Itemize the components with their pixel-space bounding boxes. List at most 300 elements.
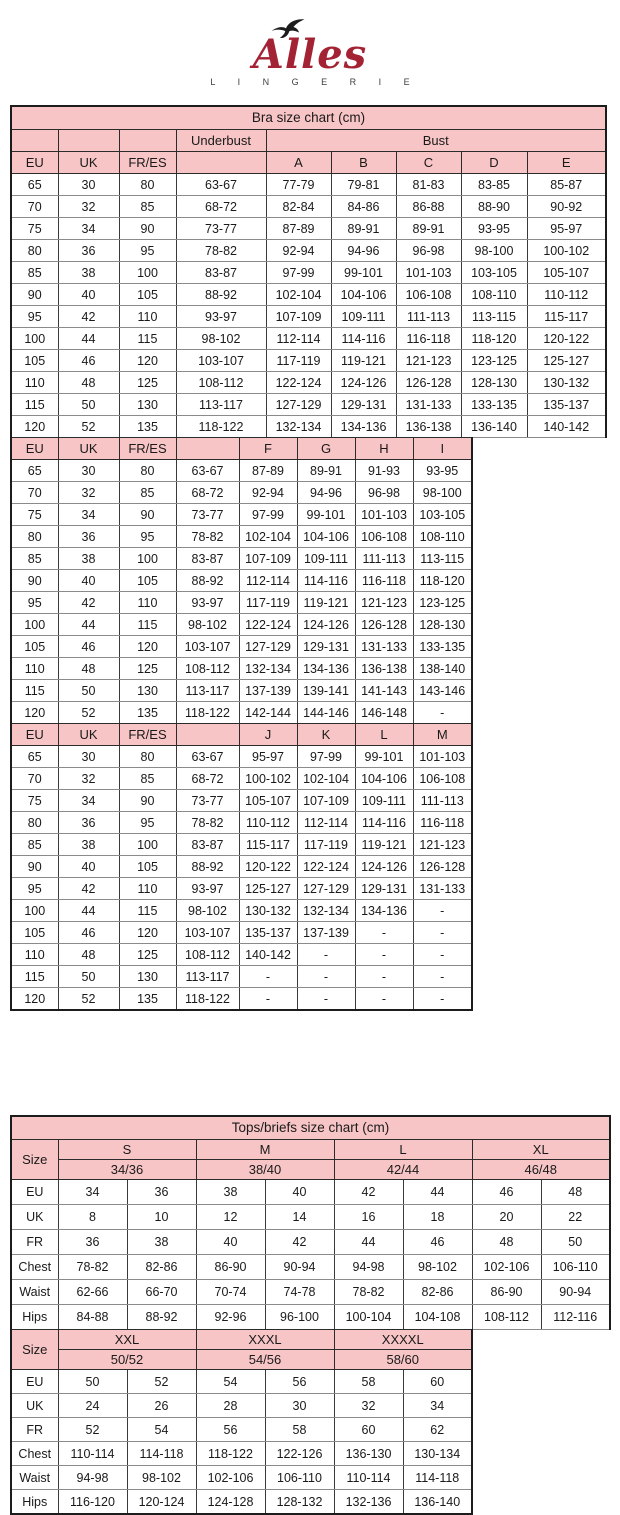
table-row — [11, 680, 472, 702]
cell: 114-118 — [127, 1442, 196, 1466]
cell: 136-140 — [461, 416, 527, 438]
cell: 120-122 — [527, 328, 606, 350]
table-row — [11, 1305, 610, 1330]
size-range-m: 38/40 — [196, 1160, 334, 1180]
table-row — [11, 966, 472, 988]
table-row — [11, 790, 472, 812]
cell: 132-134 — [239, 658, 297, 680]
cell: 85 — [119, 482, 176, 504]
cell: 104-106 — [355, 768, 413, 790]
tops-table-xxl-xxxxl — [10, 1329, 473, 1515]
cell: 104-108 — [403, 1305, 472, 1330]
cell: 90 — [119, 218, 176, 240]
cell: 136-138 — [396, 416, 461, 438]
cell: 102-106 — [472, 1255, 541, 1280]
table-row — [11, 812, 472, 834]
cell: 65 — [11, 746, 58, 768]
cell: 122-124 — [239, 614, 297, 636]
column-header-cell: I — [413, 438, 472, 460]
cell: 52 — [58, 702, 119, 724]
cell: 89-91 — [297, 460, 355, 482]
cell: 120 — [11, 416, 58, 438]
table-row — [11, 1205, 610, 1230]
table-row — [11, 1230, 610, 1255]
table-row — [11, 196, 606, 218]
cell: 80 — [11, 240, 58, 262]
table-row — [11, 856, 472, 878]
cell: 131-133 — [355, 636, 413, 658]
cell: 85 — [11, 262, 58, 284]
cell: 128-130 — [413, 614, 472, 636]
column-header-cell: E — [527, 152, 606, 174]
bust-header: Bust — [266, 130, 606, 152]
cell: 78-82 — [334, 1280, 403, 1305]
cell: 82-86 — [403, 1280, 472, 1305]
bra-table-title: Bra size chart (cm) — [11, 106, 606, 130]
cell: 52 — [127, 1370, 196, 1394]
cell: 62 — [403, 1418, 472, 1442]
cell: 87-89 — [239, 460, 297, 482]
cell: 136-138 — [355, 658, 413, 680]
cell: - — [297, 944, 355, 966]
column-header-cell: FR/ES — [119, 724, 176, 746]
cell: Hips — [11, 1305, 58, 1330]
column-header-cell: B — [331, 152, 396, 174]
table-row — [11, 1490, 472, 1515]
cell: 40 — [265, 1180, 334, 1205]
cell: 96-100 — [265, 1305, 334, 1330]
size-range-xl: 46/48 — [472, 1160, 610, 1180]
brand-subtitle: L I N G E R I E — [210, 77, 420, 87]
cell: 93-97 — [176, 306, 266, 328]
cell: 132-136 — [334, 1490, 403, 1515]
cell: 92-96 — [196, 1305, 265, 1330]
column-header-cell: D — [461, 152, 527, 174]
table-row — [11, 284, 606, 306]
cell: 94-98 — [334, 1255, 403, 1280]
table-row — [11, 746, 472, 768]
table-row — [11, 372, 606, 394]
cell: 133-135 — [413, 636, 472, 658]
cell: 75 — [11, 790, 58, 812]
cell: 117-119 — [266, 350, 331, 372]
table-row — [11, 900, 472, 922]
cell: 113-115 — [413, 548, 472, 570]
cell: 83-87 — [176, 548, 239, 570]
cell: 129-131 — [355, 878, 413, 900]
cell: 124-126 — [331, 372, 396, 394]
cell: 101-103 — [413, 746, 472, 768]
cell: 46 — [472, 1180, 541, 1205]
table-row — [11, 1418, 472, 1442]
table-row — [11, 702, 472, 724]
swallow-bird-icon — [0, 18, 620, 40]
empty-cell — [58, 130, 119, 152]
cell: 134-136 — [297, 658, 355, 680]
cell: 65 — [11, 460, 58, 482]
tops-size-group-row — [11, 1330, 472, 1350]
cell: 131-133 — [396, 394, 461, 416]
table-row — [11, 1255, 610, 1280]
tops-size-group-row — [11, 1140, 610, 1160]
table-row — [11, 636, 472, 658]
cell: 8 — [58, 1205, 127, 1230]
cell: 108-110 — [461, 284, 527, 306]
cell: 87-89 — [266, 218, 331, 240]
table-row — [11, 944, 472, 966]
cell: 40 — [196, 1230, 265, 1255]
cell: 110 — [11, 372, 58, 394]
cell: 86-90 — [472, 1280, 541, 1305]
cell: 82-86 — [127, 1255, 196, 1280]
cell: 14 — [265, 1205, 334, 1230]
empty-cell — [119, 130, 176, 152]
size-group-xxl: XXL — [58, 1330, 196, 1350]
cell: 12 — [196, 1205, 265, 1230]
table-row — [11, 878, 472, 900]
table-row — [11, 1370, 472, 1394]
cell: 99-101 — [297, 504, 355, 526]
cell: 100-102 — [239, 768, 297, 790]
cell: 90-94 — [265, 1255, 334, 1280]
cell: 24 — [58, 1394, 127, 1418]
cell: 86-90 — [196, 1255, 265, 1280]
cell: 143-146 — [413, 680, 472, 702]
cell: 106-108 — [355, 526, 413, 548]
cell: 78-82 — [176, 812, 239, 834]
cell: 104-106 — [297, 526, 355, 548]
cell: 48 — [472, 1230, 541, 1255]
cell: 80 — [119, 746, 176, 768]
cell: 100-104 — [334, 1305, 403, 1330]
cell: 90 — [11, 856, 58, 878]
cell: 115 — [11, 680, 58, 702]
tops-size-range-row — [11, 1160, 610, 1180]
cell: 114-118 — [403, 1466, 472, 1490]
cell: 137-139 — [297, 922, 355, 944]
cell: 130 — [119, 680, 176, 702]
cell: 22 — [541, 1205, 610, 1230]
cell: 100 — [11, 328, 58, 350]
cell: 120 — [11, 988, 58, 1011]
cell: 113-115 — [461, 306, 527, 328]
table-row — [11, 504, 472, 526]
column-header-cell: EU — [11, 724, 58, 746]
cell: 128-130 — [461, 372, 527, 394]
brand-logo — [0, 18, 620, 87]
column-header-cell: UK — [58, 724, 119, 746]
cell: 89-91 — [331, 218, 396, 240]
cell: 88-92 — [176, 570, 239, 592]
cell: 136-140 — [403, 1490, 472, 1515]
cell: 103-107 — [176, 350, 266, 372]
cell: 46 — [58, 350, 119, 372]
size-range-xxxl: 54/56 — [196, 1350, 334, 1370]
cell: 52 — [58, 988, 119, 1011]
cell: 65 — [11, 174, 58, 196]
size-header: Size — [11, 1330, 58, 1370]
cell: 95-97 — [239, 746, 297, 768]
cell: 85 — [119, 196, 176, 218]
cell: 48 — [58, 944, 119, 966]
cell: 112-114 — [266, 328, 331, 350]
cell: 135 — [119, 988, 176, 1011]
cell: 93-97 — [176, 592, 239, 614]
cell: 115 — [119, 614, 176, 636]
cell: 95 — [11, 878, 58, 900]
cell: 91-93 — [355, 460, 413, 482]
cell: 96-98 — [396, 240, 461, 262]
cell: 98-102 — [176, 614, 239, 636]
cell: 137-139 — [239, 680, 297, 702]
cell: 122-126 — [265, 1442, 334, 1466]
table-row — [11, 526, 472, 548]
cell: - — [297, 966, 355, 988]
table-row — [11, 482, 472, 504]
cell: 132-134 — [266, 416, 331, 438]
cell: 98-100 — [413, 482, 472, 504]
cell: 36 — [58, 240, 119, 262]
cell: 130-134 — [403, 1442, 472, 1466]
column-header-cell: C — [396, 152, 461, 174]
column-header-cell: EU — [11, 438, 58, 460]
cell: 63-67 — [176, 460, 239, 482]
cell: 98-102 — [176, 900, 239, 922]
cell: - — [239, 966, 297, 988]
bra-table-section-abcde — [10, 105, 607, 438]
tops-table-title: Tops/briefs size chart (cm) — [11, 1116, 610, 1140]
cell: 30 — [265, 1394, 334, 1418]
cell: 102-104 — [297, 768, 355, 790]
size-group-xxxl: XXXL — [196, 1330, 334, 1350]
cell: 95 — [11, 306, 58, 328]
table-row — [11, 174, 606, 196]
cell: Hips — [11, 1490, 58, 1515]
cell: 108-112 — [176, 372, 266, 394]
cell: 38 — [196, 1180, 265, 1205]
cell: 142-144 — [239, 702, 297, 724]
cell: 116-118 — [355, 570, 413, 592]
cell: 79-81 — [331, 174, 396, 196]
table-row — [11, 592, 472, 614]
cell: 138-140 — [413, 658, 472, 680]
cell: 115-117 — [527, 306, 606, 328]
cell: 20 — [472, 1205, 541, 1230]
column-header-cell: M — [413, 724, 472, 746]
cell: 118-120 — [461, 328, 527, 350]
cell: 102-104 — [266, 284, 331, 306]
cell: 126-128 — [355, 614, 413, 636]
cell: 30 — [58, 460, 119, 482]
table-row — [11, 1180, 610, 1205]
cell: 114-116 — [355, 812, 413, 834]
cell: 107-109 — [266, 306, 331, 328]
cell: 124-126 — [355, 856, 413, 878]
cell: - — [413, 988, 472, 1011]
cell: 120-124 — [127, 1490, 196, 1515]
cell: 40 — [58, 284, 119, 306]
cell: 68-72 — [176, 196, 266, 218]
cell: 104-106 — [331, 284, 396, 306]
cell: 109-111 — [297, 548, 355, 570]
cell: 110-112 — [239, 812, 297, 834]
table-row — [11, 1394, 472, 1418]
cell: 60 — [334, 1418, 403, 1442]
column-header-cell: UK — [58, 152, 119, 174]
cell: 113-117 — [176, 966, 239, 988]
cell: 34 — [58, 1180, 127, 1205]
cell: Chest — [11, 1442, 58, 1466]
cell: 97-99 — [266, 262, 331, 284]
table-row — [11, 570, 472, 592]
cell: 122-124 — [266, 372, 331, 394]
cell: 121-123 — [355, 592, 413, 614]
tops-table-s-xl — [10, 1115, 611, 1330]
column-header-cell: FR/ES — [119, 152, 176, 174]
bra-table-section-fghi — [10, 437, 473, 724]
column-header-cell: A — [266, 152, 331, 174]
cell: 94-96 — [331, 240, 396, 262]
cell: 120 — [119, 636, 176, 658]
cell: 73-77 — [176, 504, 239, 526]
size-group-l: L — [334, 1140, 472, 1160]
cell: 108-112 — [176, 658, 239, 680]
cell: 116-120 — [58, 1490, 127, 1515]
cell: 100 — [11, 614, 58, 636]
cell: - — [239, 988, 297, 1011]
column-header-cell — [176, 152, 266, 174]
cell: 84-86 — [331, 196, 396, 218]
cell: 110-114 — [58, 1442, 127, 1466]
tops-briefs-size-chart — [0, 1115, 611, 1515]
size-group-xl: XL — [472, 1140, 610, 1160]
cell: 68-72 — [176, 482, 239, 504]
cell: 105-107 — [239, 790, 297, 812]
cell: 80 — [11, 526, 58, 548]
cell: 105 — [119, 284, 176, 306]
column-header-cell: UK — [58, 438, 119, 460]
cell: 80 — [11, 812, 58, 834]
cell: 98-102 — [176, 328, 266, 350]
cell: 95 — [11, 592, 58, 614]
cell: 26 — [127, 1394, 196, 1418]
bra-group-header-row — [11, 130, 606, 152]
cell: 58 — [334, 1370, 403, 1394]
cell: - — [413, 966, 472, 988]
cell: 38 — [58, 262, 119, 284]
cell: - — [297, 988, 355, 1011]
cell: 32 — [58, 482, 119, 504]
cell: 144-146 — [297, 702, 355, 724]
cell: 89-91 — [396, 218, 461, 240]
cell: 113-117 — [176, 394, 266, 416]
cell: 103-107 — [176, 636, 239, 658]
cell: 36 — [58, 526, 119, 548]
cell: 36 — [58, 1230, 127, 1255]
cell: 46 — [58, 922, 119, 944]
cell: 46 — [403, 1230, 472, 1255]
cell: 130-132 — [527, 372, 606, 394]
cell: 123-125 — [413, 592, 472, 614]
cell: 126-128 — [396, 372, 461, 394]
cell: 108-112 — [472, 1305, 541, 1330]
cell: 84-88 — [58, 1305, 127, 1330]
table-row — [11, 1466, 472, 1490]
cell: 63-67 — [176, 746, 239, 768]
cell: 103-107 — [176, 922, 239, 944]
cell: 107-109 — [297, 790, 355, 812]
cell: 73-77 — [176, 218, 266, 240]
cell: 99-101 — [355, 746, 413, 768]
cell: 40 — [58, 856, 119, 878]
cell: 90 — [119, 790, 176, 812]
table-row — [11, 350, 606, 372]
cell: 44 — [58, 900, 119, 922]
cell: Chest — [11, 1255, 58, 1280]
column-header-cell: J — [239, 724, 297, 746]
cell: 50 — [541, 1230, 610, 1255]
cell: EU — [11, 1180, 58, 1205]
cell: 115 — [119, 900, 176, 922]
cell: 107-109 — [239, 548, 297, 570]
cell: 135-137 — [239, 922, 297, 944]
cell: 70 — [11, 196, 58, 218]
cell: 75 — [11, 218, 58, 240]
cell: 106-110 — [265, 1466, 334, 1490]
cell: 123-125 — [461, 350, 527, 372]
table-row — [11, 460, 472, 482]
cell: 130 — [119, 966, 176, 988]
cell: 115 — [11, 394, 58, 416]
cell: 95 — [119, 812, 176, 834]
table-row — [11, 548, 472, 570]
cell: 44 — [403, 1180, 472, 1205]
cell: 117-119 — [239, 592, 297, 614]
cell: 63-67 — [176, 174, 266, 196]
cell: - — [355, 944, 413, 966]
cell: 34 — [58, 504, 119, 526]
cell: 115 — [119, 328, 176, 350]
table-row — [11, 240, 606, 262]
table-row — [11, 394, 606, 416]
cell: 85 — [11, 548, 58, 570]
cell: 110 — [119, 592, 176, 614]
table-row — [11, 614, 472, 636]
size-range-xxxxl: 58/60 — [334, 1350, 472, 1370]
column-header-cell: G — [297, 438, 355, 460]
cell: - — [413, 922, 472, 944]
cell: 132-134 — [297, 900, 355, 922]
cell: 130 — [119, 394, 176, 416]
cell: 94-96 — [297, 482, 355, 504]
bra-table-section-jklm — [10, 723, 473, 1011]
cell: 125 — [119, 372, 176, 394]
cell: 124-126 — [297, 614, 355, 636]
cell: 100 — [119, 834, 176, 856]
cell: 100 — [11, 900, 58, 922]
cell: 103-105 — [461, 262, 527, 284]
cell: 118-122 — [176, 702, 239, 724]
cell: 105 — [119, 570, 176, 592]
cell: 114-116 — [297, 570, 355, 592]
cell: 120 — [119, 922, 176, 944]
cell: Waist — [11, 1280, 58, 1305]
cell: 44 — [334, 1230, 403, 1255]
cell: 118-122 — [176, 416, 266, 438]
cell: 100 — [119, 262, 176, 284]
cell: 96-98 — [355, 482, 413, 504]
cell: 109-111 — [355, 790, 413, 812]
